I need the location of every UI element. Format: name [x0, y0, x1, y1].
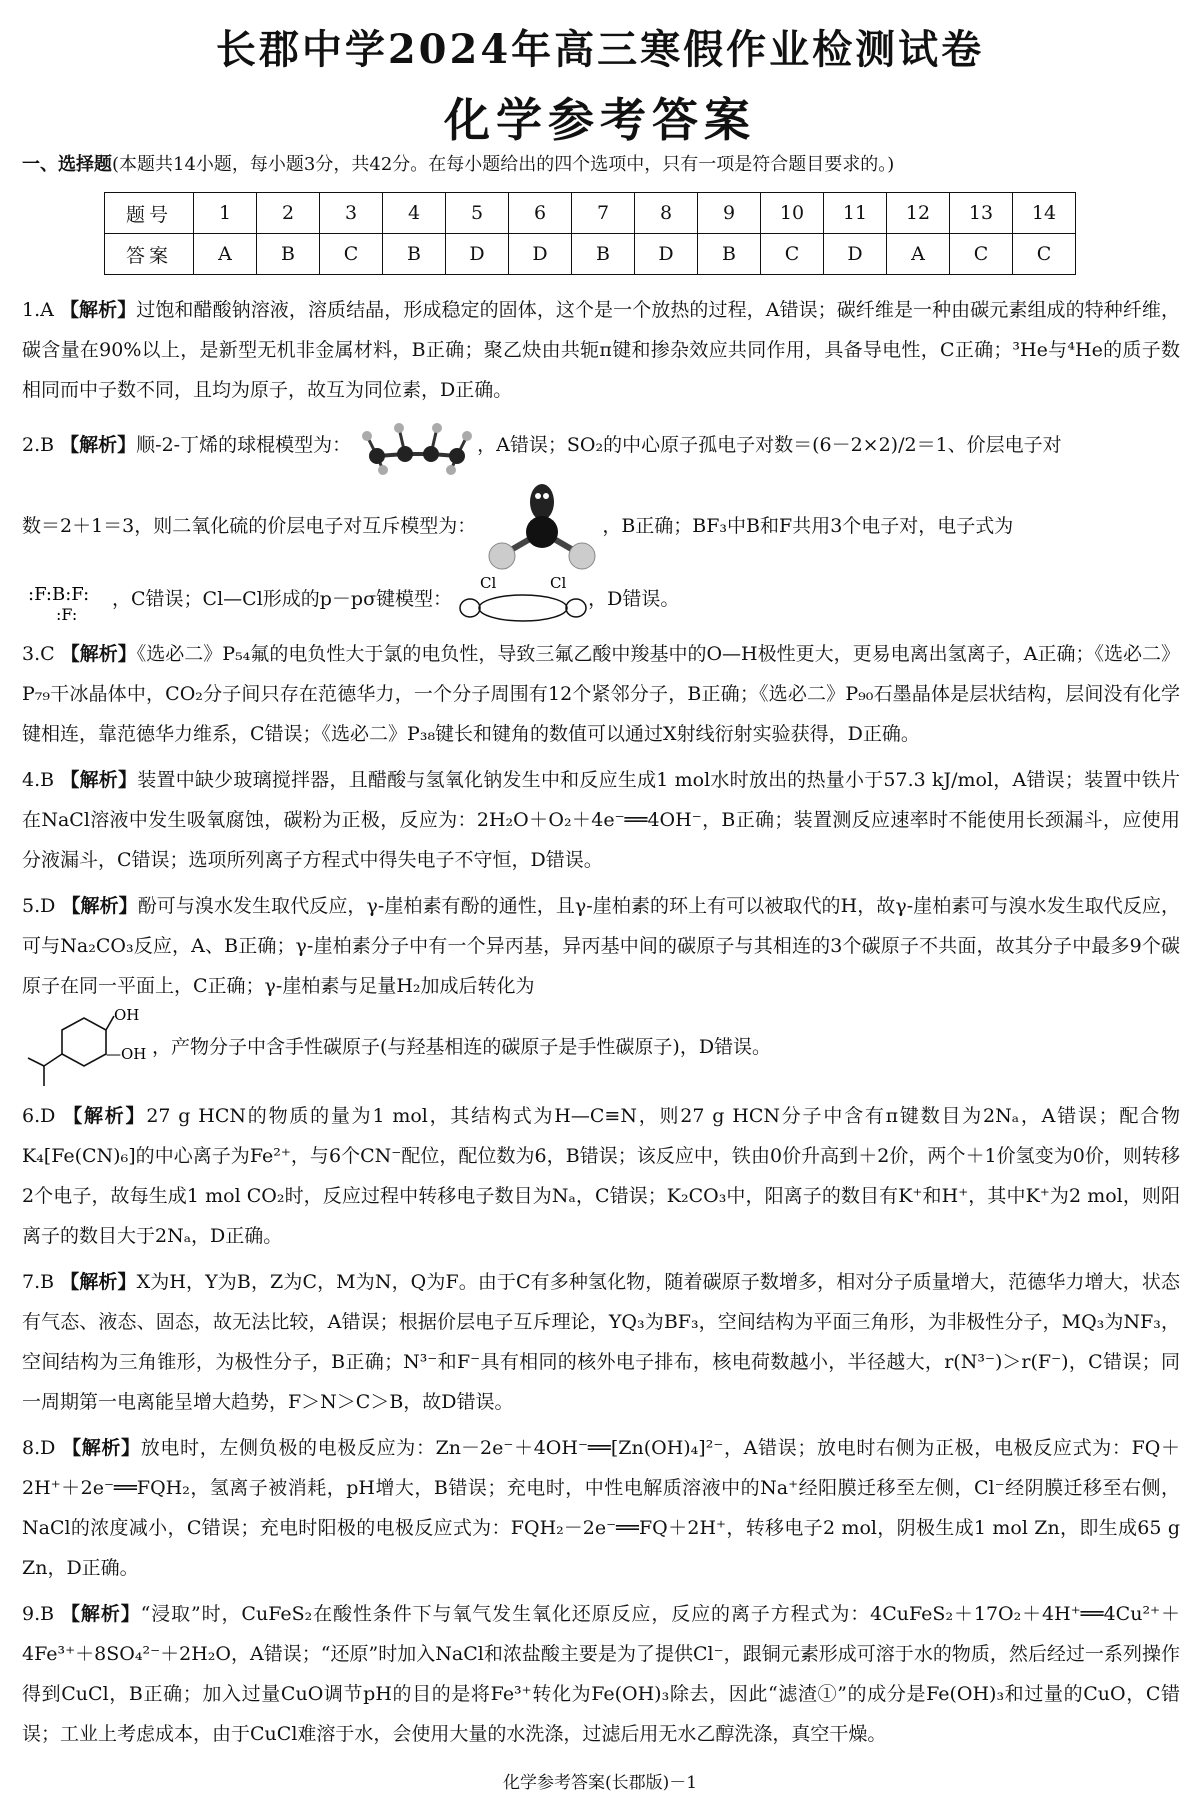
item-number: 9.B	[22, 1603, 55, 1625]
item-number: 6.D	[22, 1105, 56, 1127]
item-text: “浸取”时，CuFeS₂在酸性条件下与氧气发生氧化还原反应，反应的离子方程式为：4CuFeS₂＋17O₂＋4H⁺══4Cu²⁺＋4Fe³⁺＋8SO₄²⁻＋2H₂O，A错误；“还原”时加入NaCl和浓盐酸主要是为了提供Cl⁻，跟铜元素形成可溶于水的物质，然后经过一系列操作得到CuCl，B正确；加入过量CuO调节pH的目的是将Fe³⁺转化为Fe(OH)₃除去，因此“滤渣①”的成分是Fe(OH)₃和过量的CuO，C错误；工业上考虑成本，由于CuCl难溶于水，会使用大量的水洗涤，过滤后用无水乙醇洗涤，真空干燥。	[22, 1603, 1180, 1745]
explanation-item	[22, 416, 1180, 628]
section-heading	[22, 150, 1182, 176]
cis-2-butene-ball-stick-model	[357, 416, 477, 476]
bf3-electron-formula	[22, 578, 112, 622]
explanation-item	[22, 634, 1180, 754]
question-number: 14	[1013, 193, 1076, 234]
question-number: 11	[824, 193, 887, 234]
question-number: 6	[509, 193, 572, 234]
answer-row-header: 答案	[105, 234, 194, 275]
question-number: 8	[635, 193, 698, 234]
answer-cell: B	[698, 234, 761, 275]
question-number: 7	[572, 193, 635, 234]
answer-cell: B	[572, 234, 635, 275]
item-text: 装置中缺少玻璃搅拌器，且醋酸与氢氧化钠发生中和反应生成1 mol水时放出的热量小于57.3 kJ/mol，A错误；装置中铁片在NaCl溶液中发生吸氧腐蚀，碳粉为正极，反应为：2H₂O＋O₂＋4e⁻══4OH⁻，B正确；装置测反应速率时不能使用长颈漏斗，应使用分液漏斗，C错误；选项所列离子方程式中得失电子不守恒，D错误。	[22, 769, 1180, 871]
svg-text::F:B:F:: :F:B:F:	[28, 584, 90, 605]
item-number: 5.D	[22, 895, 56, 917]
hydroxyl-label: —OH	[106, 1045, 147, 1063]
explanations	[22, 290, 1180, 1760]
answer-cell: D	[635, 234, 698, 275]
explanation-item	[22, 1096, 1180, 1256]
explanation-item	[22, 760, 1180, 880]
cl-label: Cl	[550, 574, 567, 592]
answer-table-answer-row	[105, 234, 1076, 275]
answer-cell: A	[194, 234, 257, 275]
analysis-tag: 【解析】	[63, 1105, 147, 1127]
question-number: 5	[446, 193, 509, 234]
analysis-tag: 【解析】	[60, 434, 137, 456]
question-number: 10	[761, 193, 824, 234]
item-number: 7.B	[22, 1271, 55, 1293]
answer-cell: C	[950, 234, 1013, 275]
analysis-tag: 【解析】	[60, 769, 138, 791]
question-number: 3	[320, 193, 383, 234]
answer-cell: C	[1013, 234, 1076, 275]
analysis-tag: 【解析】	[60, 1271, 137, 1293]
item-text: 酚可与溴水发生取代反应，γ-崖柏素有酚的通性，且γ-崖柏素的环上有可以被取代的H，故γ-崖柏素可与溴水发生取代反应，可与Na₂CO₃反应，A、B正确；γ-崖柏素分子中有一个异丙基，异丙基中间的碳原子与其相连的3个碳原子不共面，故其分子中最多9个碳原子在同一平面上，C正确；γ-崖柏素与足量H₂加成后转化为	[22, 895, 1180, 997]
analysis-tag: 【解析】	[59, 299, 137, 321]
item-text: ，A错误；SO₂的中心原子孤电子对数＝(6－2×2)/2＝1、价层电子对	[477, 434, 1062, 456]
hydroxyl-label: OH	[114, 1006, 140, 1024]
number-row-header: 题号	[105, 193, 194, 234]
explanation-item	[22, 290, 1180, 410]
cl-label: Cl	[480, 574, 497, 592]
item-text: ，产物分子中含手性碳原子(与羟基相连的碳原子是手性碳原子)，D错误。	[152, 1036, 772, 1058]
item-text: 过饱和醋酸钠溶液，溶质结晶，形成稳定的固体，这个是一个放热的过程，A错误；碳纤维是一种由碳元素组成的特种纤维，碳含量在90%以上，是新型无机非金属材料，B正确；聚乙炔由共轭π键和掺杂效应共同作用，具备导电性，C正确；³He与⁴He的质子数相同而中子数不同，且均为原子，故互为同位素，D正确。	[22, 299, 1180, 401]
p-p-sigma-bond-model	[458, 572, 588, 628]
exam-title: 长郡中学2024年高三寒假作业检测试卷	[215, 26, 985, 73]
svg-text::F:: :F:	[56, 605, 78, 622]
answer-cell: A	[887, 234, 950, 275]
analysis-tag: 【解析】	[62, 1437, 141, 1459]
explanation-item	[22, 1594, 1180, 1754]
item-number: 4.B	[22, 769, 55, 791]
item-text: 《选必二》P₅₄氟的电负性大于氯的电负性，导致三氟乙酸中羧基中的O—H极性更大，更易电离出氢离子，A正确；《选必二》P₇₉干冰晶体中，CO₂分子间只存在范德华力，一个分子周围有12个紧邻分子，B正确；《选必二》P₉₀石墨晶体是层状结构，层间没有化学键相连，靠范德华力维系，C错误；《选必二》P₃₈键长和键角的数值可以通过X射线衍射实验获得，D正确。	[22, 643, 1180, 745]
answer-subtitle: 化学参考答案	[444, 93, 756, 147]
item-text: ，B正确；BF₃中B和F共用3个电子对，电子式为	[602, 515, 1014, 537]
item-text: 顺-2-丁烯的球棍模型为：	[136, 434, 352, 456]
question-number: 1	[194, 193, 257, 234]
explanation-item	[22, 1428, 1180, 1588]
section-description: (本题共14小题，每小题3分，共42分。在每小题给出的四个选项中，只有一项是符合题目要求的。)	[112, 154, 895, 175]
item-number: 2.B	[22, 434, 55, 456]
question-number: 13	[950, 193, 1013, 234]
answer-cell: B	[383, 234, 446, 275]
section-label: 一、选择题	[22, 154, 112, 175]
item-text: 27 g HCN的物质的量为1 mol，其结构式为H—C≡N，则27 g HCN分子中含有π键数目为2Nₐ，A错误；配合物K₄[Fe(CN)₆]的中心离子为Fe²⁺，与6个CN⁻配位，配位数为6，B错误；该反应中，铁由0价升高到＋2价，两个＋1价氢变为0价，则转移2个电子，故每生成1 mol CO₂时，反应过程中转移电子数目为Nₐ，C错误；K₂CO₃中，阳离子的数目有K⁺和H⁺，其中K⁺为2 mol，则阳离子的数目大于2Nₐ，D正确。	[22, 1105, 1180, 1247]
item-number: 3.C	[22, 643, 55, 665]
answer-table	[104, 192, 1076, 275]
answer-cell: D	[509, 234, 572, 275]
answer-cell: C	[320, 234, 383, 275]
answer-cell: B	[257, 234, 320, 275]
explanation-item	[22, 1262, 1180, 1422]
question-number: 2	[257, 193, 320, 234]
answer-cell: C	[761, 234, 824, 275]
item-text: ，D错误。	[588, 588, 680, 610]
item-number: 8.D	[22, 1437, 56, 1459]
item-text: 数＝2＋1＝3，则二氧化硫的价层电子对互斥模型为：	[22, 515, 477, 537]
item-text: 放电时，左侧负极的电极反应为：Zn－2e⁻＋4OH⁻══[Zn(OH)₄]²⁻，A错误；放电时右侧为正极，电极反应式为：FQ＋2H⁺＋2e⁻══FQH₂，氢离子被消耗，pH增大，B错误；充电时，中性电解质溶液中的Na⁺经阳膜迁移至左侧，Cl⁻经阴膜迁移至右侧，NaCl的浓度减小，C错误；充电时阳极的电极反应式为：FQH₂－2e⁻══FQ＋2H⁺，转移电子2 mol，阴极生成1 mol Zn，即生成65 g Zn，D正确。	[22, 1437, 1180, 1579]
answer-table-number-row	[105, 193, 1076, 234]
analysis-tag: 【解析】	[61, 895, 138, 917]
item-text: X为H，Y为B，Z为C，M为N，Q为F。由于C有多种氢化物，随着碳原子数增多，相对分子质量增大，范德华力增大，状态有气态、液态、固态，故无法比较，A错误；根据价层电子互斥理论，YQ₃为BF₃，空间结构为平面三角形，为非极性分子，MQ₃为NF₃，空间结构为三角锥形，为极性分子，B正确；N³⁻和F⁻具有相同的核外电子排布，核电荷数越小，半径越大，r(N³⁻)＞r(F⁻)，C错误；同一周期第一电离能呈增大趋势，F＞N＞C＞B，故D错误。	[22, 1271, 1180, 1413]
so2-vsepr-model	[482, 482, 602, 572]
analysis-tag: 【解析】	[61, 1603, 141, 1625]
item-text: ，C错误；Cl—Cl形成的p－pσ键模型：	[112, 588, 453, 610]
question-number: 4	[383, 193, 446, 234]
answer-cell: D	[824, 234, 887, 275]
answer-cell: D	[446, 234, 509, 275]
analysis-tag: 【解析】	[60, 643, 137, 665]
question-number: 12	[887, 193, 950, 234]
explanation-item	[22, 886, 1180, 1090]
item-number: 1.A	[22, 299, 54, 321]
hydrogenated-product-structure	[22, 1006, 152, 1090]
question-number: 9	[698, 193, 761, 234]
page-footer: 化学参考答案(长郡版)－1	[502, 1773, 698, 1793]
